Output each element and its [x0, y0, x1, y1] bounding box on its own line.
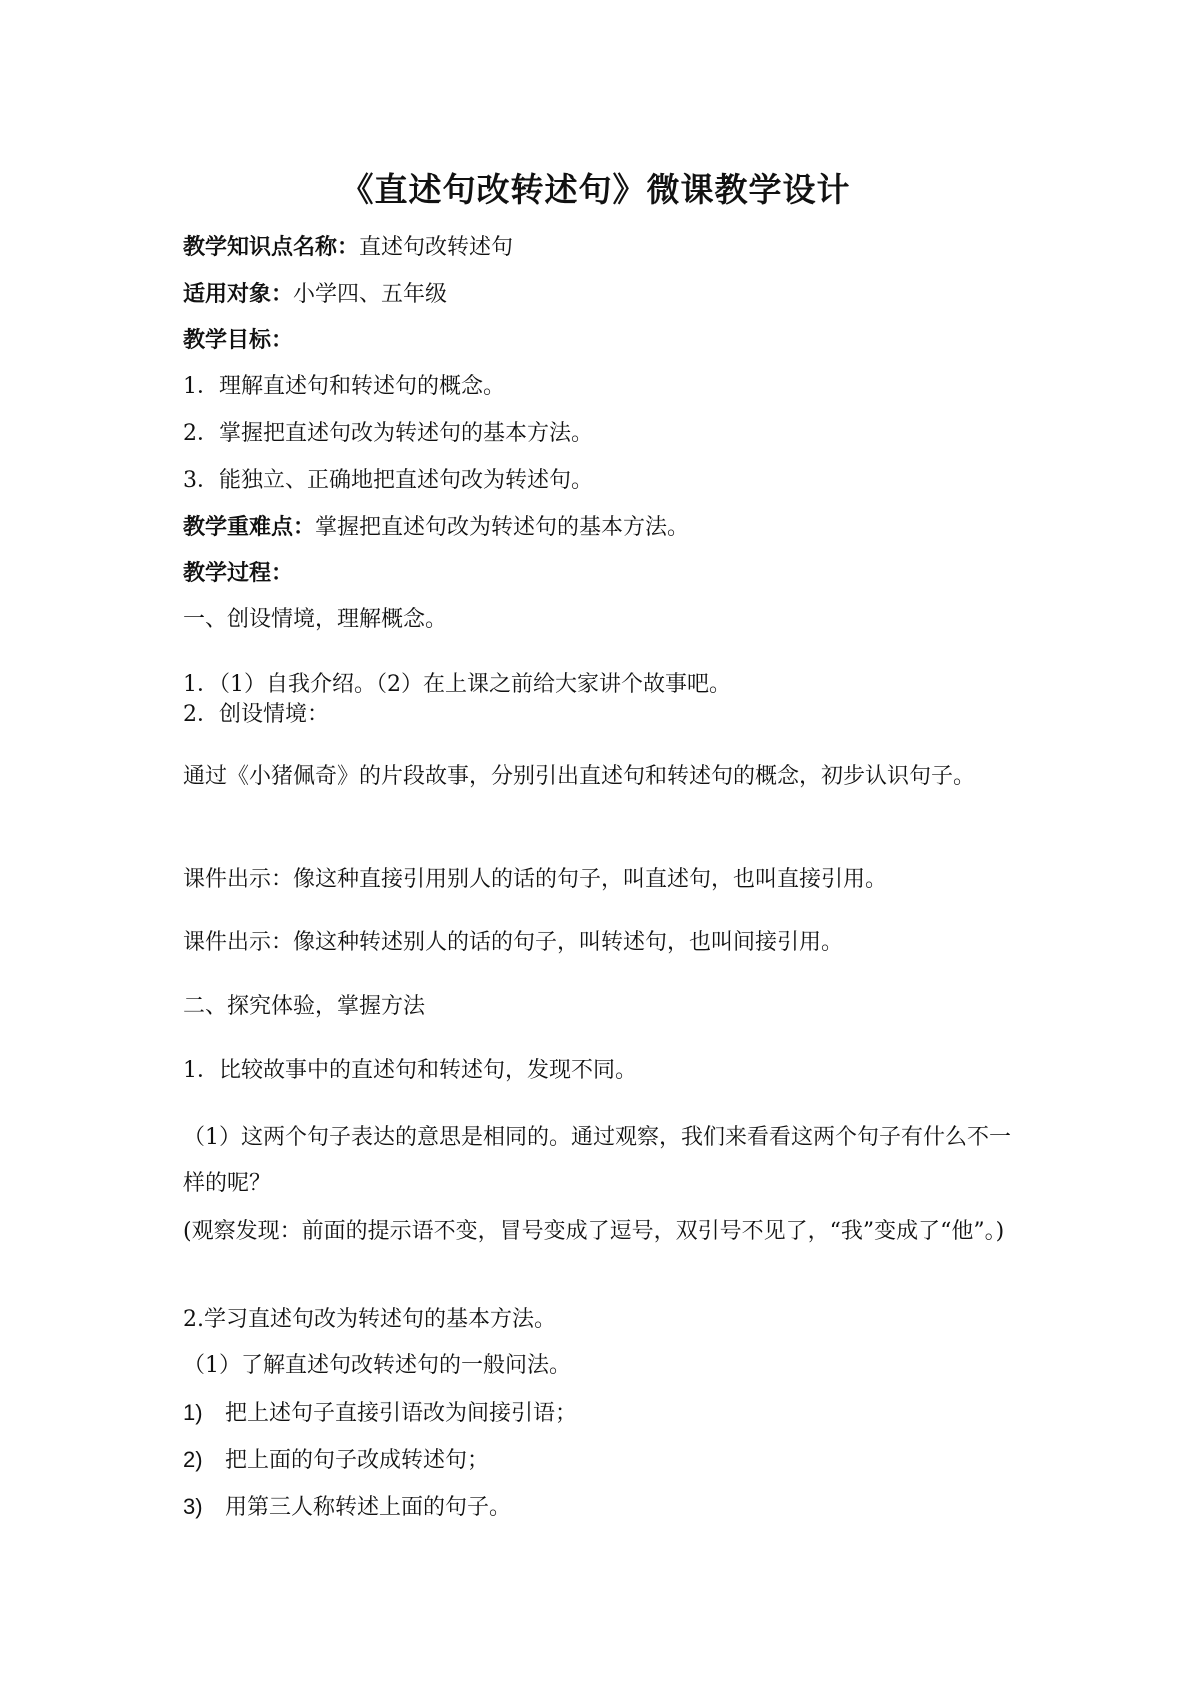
audience-line	[183, 279, 1023, 311]
section2-observe: (观察发现：前面的提示语不变，冒号变成了逗号，双引号不见了，“我”变成了“他”。)	[183, 1219, 1005, 1244]
list-text: 用第三人称转述上面的句子。	[225, 1495, 512, 1520]
document-title: 《直述句改转述句》微课教学设计	[340, 170, 851, 209]
list-text: 把上面的句子改成转述句；	[225, 1448, 490, 1473]
list-number: 3)	[183, 1494, 203, 1519]
method-list-item	[183, 1491, 1023, 1524]
audience-label: 适用对象：	[183, 282, 294, 307]
key-points-label: 教学重难点：	[183, 515, 316, 540]
key-points-value: 掌握把直述句改为转述句的基本方法。	[315, 515, 690, 540]
method-list-item	[183, 1397, 1023, 1430]
goal-item: 2．掌握把直述句改为转述句的基本方法。	[183, 421, 593, 446]
section2-heading: 二、探究体验，掌握方法	[183, 994, 426, 1019]
section1-para2: 课件出示：像这种直接引用别人的话的句子，叫直述句，也叫直接引用。	[183, 867, 888, 892]
goal-item: 3．能独立、正确地把直述句改为转述句。	[183, 468, 593, 493]
section1-heading: 一、创设情境，理解概念。	[183, 607, 448, 632]
goal-item: 1．理解直述句和转述句的概念。	[183, 374, 505, 399]
section2-sub1: （1）这两个句子表达的意思是相同的。通过观察，我们来看看这两个句子有什么不一样的呢？	[183, 1125, 1011, 1196]
section2-item1: 1．比较故事中的直述句和转述句，发现不同。	[183, 1058, 637, 1083]
list-text: 把上述句子直接引语改为间接引语；	[225, 1401, 578, 1426]
section1-para1: 通过《小猪佩奇》的片段故事，分别引出直述句和转述句的概念，初步认识句子。	[183, 764, 976, 789]
method-list-item	[183, 1444, 1023, 1477]
section1-para3: 课件出示：像这种转述别人的话的句子，叫转述句，也叫间接引用。	[183, 930, 844, 955]
audience-value: 小学四、五年级	[293, 282, 448, 307]
section2-sub2: （1）了解直述句改转述句的一般问法。	[183, 1353, 571, 1378]
knowledge-point-value: 直述句改转述句	[359, 235, 514, 260]
section1-item1: 1．（1）自我介绍。（2）在上课之前给大家讲个故事吧。	[183, 672, 731, 697]
section1-item2: 2．创设情境：	[183, 702, 329, 727]
knowledge-point-label: 教学知识点名称：	[183, 235, 360, 260]
section2-item2: 2.学习直述句改为转述句的基本方法。	[183, 1307, 556, 1332]
process-heading: 教学过程：	[183, 561, 294, 586]
knowledge-point-line	[183, 232, 1023, 264]
list-number: 2)	[183, 1447, 203, 1472]
list-number: 1)	[183, 1400, 203, 1425]
goals-heading: 教学目标：	[183, 328, 294, 353]
key-points-line	[183, 512, 1023, 544]
